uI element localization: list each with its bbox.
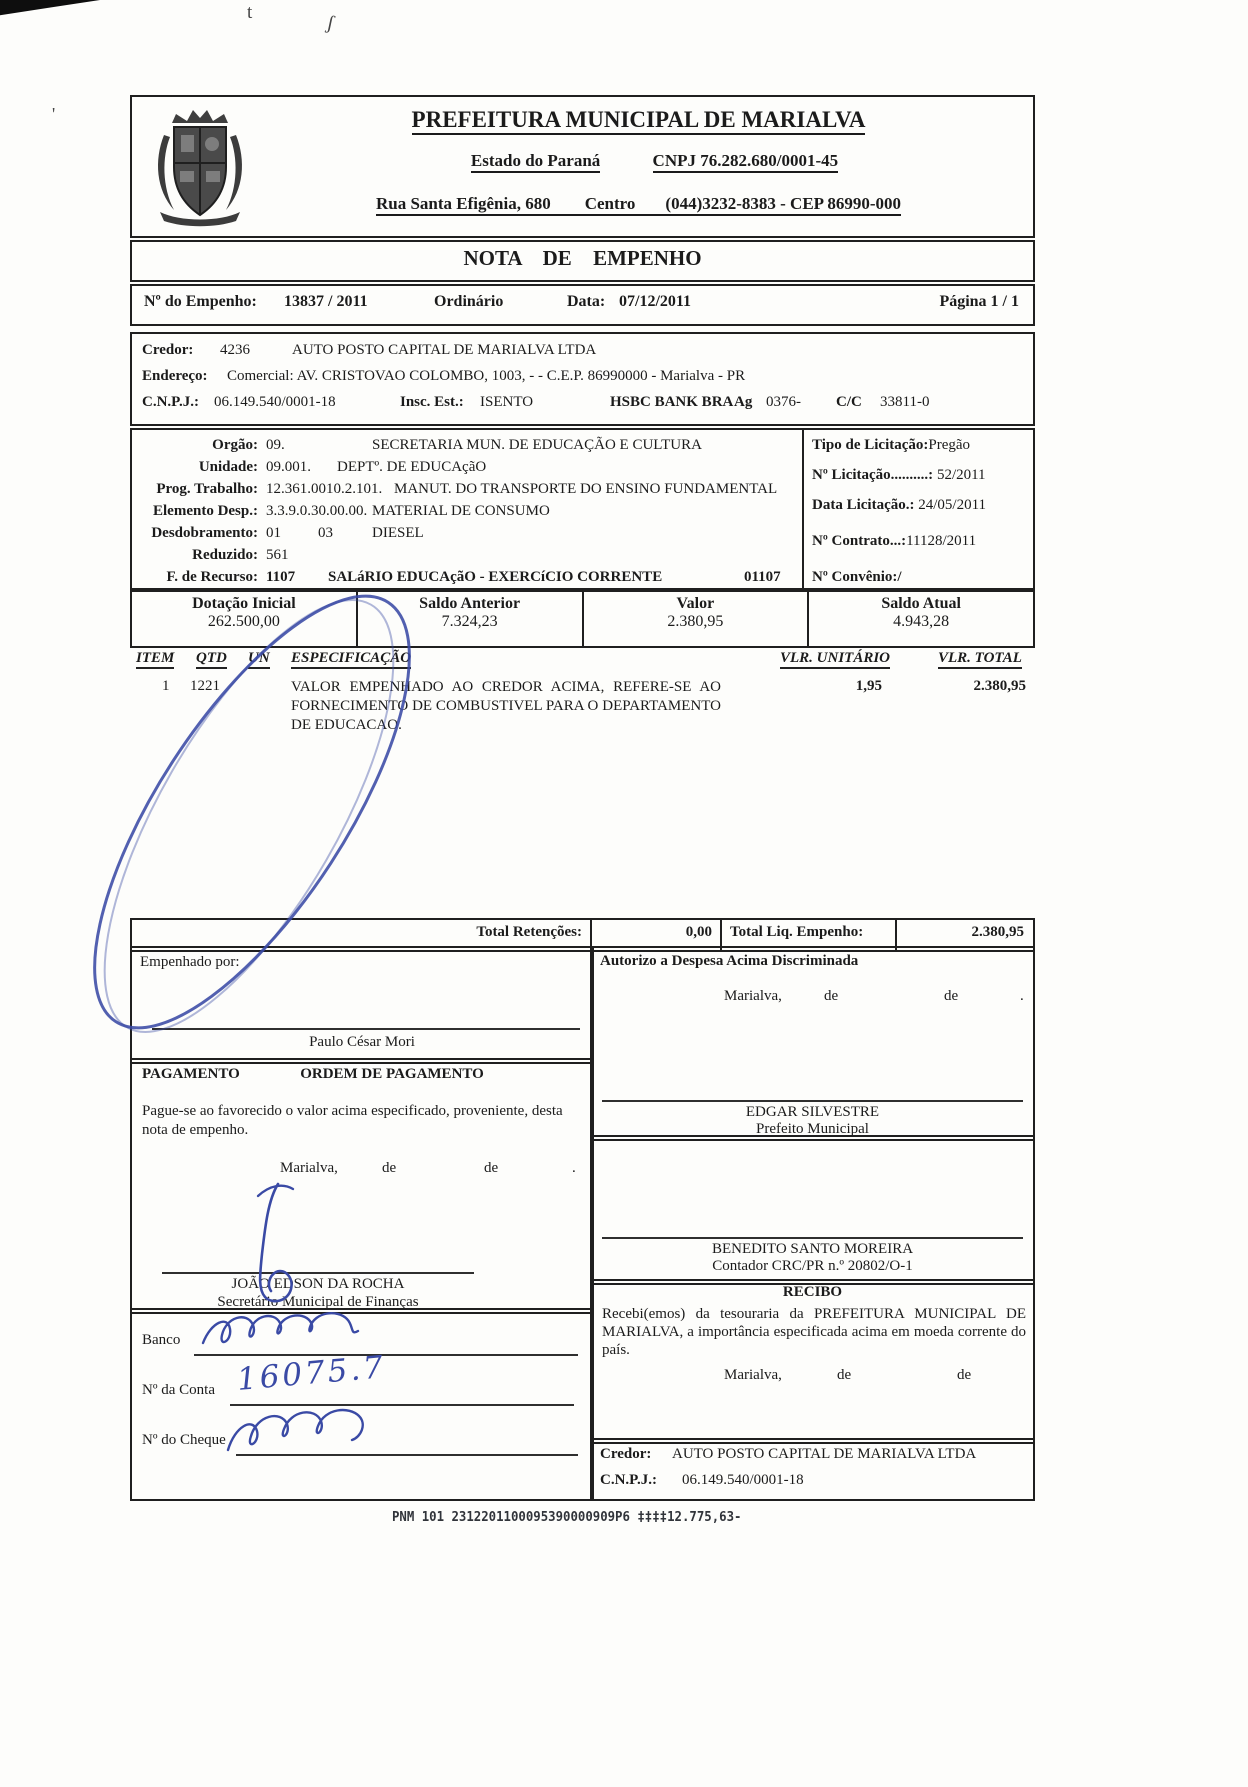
balances-table bbox=[130, 590, 1035, 648]
elemento-label: Elemento Desp.: bbox=[153, 503, 258, 519]
city-token: Marialva, bbox=[280, 1160, 338, 1176]
orgao-desc: SECRETARIA MUN. DE EDUCAÇÃO E CULTURA bbox=[372, 437, 702, 453]
agreement-label: Nº Convênio:/ bbox=[812, 569, 902, 585]
bidding-panel bbox=[802, 430, 1033, 588]
balance-cell-dotacao bbox=[132, 592, 358, 646]
scan-edge-artifact bbox=[0, 0, 100, 16]
balance-cell-saldo-atual bbox=[809, 592, 1033, 646]
item-unit-price: 1,95 bbox=[855, 678, 882, 694]
contract-label: Nº Contrato...: bbox=[812, 533, 907, 549]
municipal-crest-logo bbox=[150, 105, 250, 227]
empenho-header-row bbox=[130, 284, 1035, 326]
period-token: . bbox=[1020, 988, 1024, 1004]
items-header-total: VLR. TOTAL bbox=[938, 650, 1022, 669]
balance-label: Valor bbox=[676, 595, 715, 612]
state-reg-value: ISENTO bbox=[480, 394, 534, 410]
creditor-recap-label: Credor: bbox=[600, 1446, 652, 1462]
receipt-title: RECIBO bbox=[782, 1284, 843, 1300]
org-state: Estado do Paraná bbox=[471, 151, 600, 173]
contract-line bbox=[812, 533, 976, 550]
creditor-label: Credor: bbox=[142, 342, 194, 358]
creditor-code: 4236 bbox=[220, 342, 250, 358]
balance-label: Dotação Inicial bbox=[192, 595, 296, 612]
org-phone-cep: (044)3232-8383 - CEP 86990-000 bbox=[665, 194, 902, 213]
bid-number: 52/2011 bbox=[936, 467, 986, 483]
creditor-recap-cnpj: 06.149.540/0001-18 bbox=[682, 1472, 804, 1488]
unidade-desc: DEPTº. DE EDUCAçãO bbox=[337, 459, 487, 475]
bank-field-label: Banco bbox=[142, 1332, 181, 1348]
bank-account: 33811-0 bbox=[880, 394, 930, 410]
creditor-box bbox=[130, 332, 1035, 426]
fonte-recurso-num: 01107 bbox=[744, 569, 781, 585]
state-reg-label: Insc. Est.: bbox=[400, 394, 464, 410]
contract-number: 11128/2011 bbox=[906, 533, 977, 549]
payment-order-text: Pague-se ao favorecido o valor acima especificado, proveniente, desta nota de empenho. bbox=[142, 1103, 563, 1138]
retentions-value: 0,00 bbox=[685, 924, 712, 940]
date-of-token: de bbox=[837, 1367, 852, 1383]
date-of-token: de bbox=[382, 1160, 397, 1176]
authorization-title: Autorizo a Despesa Acima Discriminada bbox=[600, 953, 859, 969]
signature-line bbox=[162, 1272, 474, 1274]
retentions-label: Total Retenções: bbox=[476, 924, 582, 940]
finance-secretary-name: JOÃO EDSON DA ROCHA bbox=[231, 1276, 405, 1292]
stray-pen-mark: ʃ bbox=[324, 11, 336, 35]
balance-cell-saldo-anterior bbox=[358, 592, 584, 646]
reduzido-label: Reduzido: bbox=[192, 547, 258, 563]
items-header-espec: ESPECIFICAÇÃO bbox=[291, 650, 411, 669]
date-of-token: de bbox=[944, 988, 959, 1004]
payment-order-title: ORDEM DE PAGAMENTO bbox=[300, 1066, 484, 1082]
account-field-line bbox=[230, 1404, 574, 1406]
elemento-desc: MATERIAL DE CONSUMO bbox=[372, 503, 550, 519]
dot-matrix-footer: PNM 101 2312201100095390000909P6 ‡‡‡‡12.775,63- bbox=[392, 1510, 742, 1525]
letterhead-line-2 bbox=[282, 151, 1027, 171]
bid-date-line bbox=[812, 497, 986, 514]
cheque-field-line bbox=[236, 1454, 578, 1456]
items-header-unit: VLR. UNITÁRIO bbox=[780, 650, 890, 669]
orgao-code: 09. bbox=[266, 437, 285, 453]
signature-line bbox=[602, 1100, 1023, 1102]
letterhead-line-3 bbox=[250, 194, 1027, 214]
org-address-line bbox=[376, 194, 901, 216]
bid-date: 24/05/2011 bbox=[918, 497, 987, 513]
receipt-text: Recebi(emos) da tesouraria da PREFEITURA MUNICIPAL DE MARIALVA, a importância especificada acima em moeda corrente do país. bbox=[602, 1306, 1026, 1358]
signature-line bbox=[602, 1237, 1023, 1239]
creditor-cnpj: 06.149.540/0001-18 bbox=[214, 394, 336, 410]
empenho-number-label: Nº do Empenho: bbox=[144, 293, 257, 310]
items-header-qtd: QTD bbox=[196, 650, 227, 669]
budget-classification-box bbox=[130, 428, 1035, 590]
orgao-label: Orgão: bbox=[212, 437, 258, 453]
letterhead-line-1 bbox=[250, 107, 1027, 133]
creditor-address: Comercial: AV. CRISTOVAO COLOMBO, 1003, - - C.E.P. 86990000 - Marialva - PR bbox=[227, 368, 746, 384]
balance-value: 7.324,23 bbox=[441, 613, 498, 630]
committed-by-box bbox=[130, 946, 594, 1064]
balance-label: Saldo Anterior bbox=[419, 595, 521, 612]
org-name: PREFEITURA MUNICIPAL DE MARIALVA bbox=[412, 107, 866, 135]
creditor-recap-name: AUTO POSTO CAPITAL DE MARIALVA LTDA bbox=[672, 1446, 977, 1462]
letterhead bbox=[130, 95, 1035, 238]
elemento-code: 3.3.9.0.30.00.00. bbox=[266, 503, 368, 519]
creditor-cnpj-label: C.N.P.J.: bbox=[142, 394, 199, 410]
fonte-recurso-desc: SALáRIO EDUCAçãO - EXERCíCIO CORRENTE bbox=[328, 569, 663, 585]
account-field-label: Nº da Conta bbox=[142, 1382, 215, 1398]
period-token: . bbox=[572, 1160, 576, 1176]
org-cnpj: CNPJ 76.282.680/0001-45 bbox=[653, 151, 839, 173]
org-district: Centro bbox=[584, 194, 636, 213]
creditor-recap-cnpj-label: C.N.P.J.: bbox=[600, 1472, 657, 1488]
date-of-token: de bbox=[824, 988, 839, 1004]
city-token: Marialva, bbox=[724, 1367, 782, 1383]
bid-type: Pregão bbox=[928, 437, 971, 453]
balance-value: 2.380,95 bbox=[667, 613, 724, 630]
bank-account-label: C/C bbox=[836, 394, 862, 410]
document-title: NOTA DE EMPENHO bbox=[463, 246, 702, 270]
reduzido-code: 561 bbox=[266, 547, 289, 563]
empenho-date: 07/12/2011 bbox=[619, 293, 692, 310]
balance-label: Saldo Atual bbox=[881, 595, 961, 612]
balance-value: 262.500,00 bbox=[207, 613, 280, 630]
accountant-name: BENEDITO SANTO MOREIRA bbox=[711, 1241, 914, 1257]
prog-trabalho-desc: MANUT. DO TRANSPORTE DO ENSINO FUNDAMENTAL bbox=[394, 481, 778, 497]
signature-line bbox=[152, 1028, 580, 1030]
mayor-name: EDGAR SILVESTRE bbox=[745, 1104, 880, 1120]
bid-date-label: Data Licitação.: bbox=[812, 497, 915, 513]
bid-type-line bbox=[812, 437, 970, 454]
bid-type-label: Tipo de Licitação: bbox=[812, 437, 929, 453]
desdobramento-desc: DIESEL bbox=[372, 525, 424, 541]
accountant-box bbox=[590, 1135, 1035, 1285]
city-token: Marialva, bbox=[724, 988, 782, 1004]
fonte-recurso-code: 1107 bbox=[266, 569, 296, 585]
creditor-recap-box bbox=[590, 1438, 1035, 1501]
committed-by-name: Paulo César Mori bbox=[309, 1034, 415, 1050]
items-header-un: UN bbox=[248, 650, 270, 669]
empenho-number: 13837 / 2011 bbox=[284, 293, 368, 310]
item-total-price: 2.380,95 bbox=[973, 678, 1026, 694]
bank-field-line bbox=[194, 1354, 578, 1356]
net-commitment-value: 2.380,95 bbox=[971, 924, 1024, 940]
bid-number-line bbox=[812, 467, 986, 484]
bank-agency: 0376- bbox=[766, 394, 801, 410]
cheque-field-label: Nº do Cheque bbox=[142, 1432, 226, 1448]
accountant-title: Contador CRC/PR n.º 20802/O-1 bbox=[712, 1258, 913, 1274]
org-address: Rua Santa Efigênia, 680 bbox=[375, 194, 551, 213]
bank-name: HSBC BANK BRA bbox=[610, 394, 734, 410]
prog-trabalho-label: Prog. Trabalho: bbox=[156, 481, 258, 497]
date-of-token: de bbox=[484, 1160, 499, 1176]
desdobramento-code2: 03 bbox=[318, 525, 333, 541]
stray-pen-mark: ' bbox=[52, 104, 56, 124]
desdobramento-code1: 01 bbox=[266, 525, 281, 541]
date-of-token: de bbox=[957, 1367, 972, 1383]
creditor-name: AUTO POSTO CAPITAL DE MARIALVA LTDA bbox=[292, 342, 597, 358]
items-header-item: ITEM bbox=[136, 650, 174, 669]
empenho-kind: Ordinário bbox=[434, 293, 504, 310]
committed-by-label: Empenhado por: bbox=[140, 954, 240, 970]
item-description: VALOR EMPENHADO AO CREDOR ACIMA, REFERE-SE AO FORNECIMENTO DE COMBUSTIVEL PARA O DEPARTAMENTO DE EDUCACAO. bbox=[291, 679, 721, 733]
empenho-date-label: Data: bbox=[567, 293, 606, 310]
item-qty: 1221 bbox=[190, 678, 220, 694]
item-number: 1 bbox=[162, 678, 170, 694]
unidade-label: Unidade: bbox=[198, 459, 258, 475]
page-indicator: Página 1 / 1 bbox=[939, 293, 1019, 310]
payment-order-box bbox=[130, 1058, 594, 1314]
balance-value: 4.943,28 bbox=[893, 613, 950, 630]
creditor-address-label: Endereço: bbox=[142, 368, 208, 384]
document-title-bar bbox=[130, 240, 1035, 282]
bank-fields-box bbox=[130, 1308, 594, 1501]
net-commitment-label: Total Liq. Empenho: bbox=[730, 924, 864, 940]
bid-number-label: Nº Licitação..........: bbox=[812, 467, 934, 483]
stray-pen-mark: t bbox=[247, 2, 253, 23]
prog-trabalho-code: 12.361.0010.2.101. bbox=[266, 481, 383, 497]
desdobramento-label: Desdobramento: bbox=[151, 525, 258, 541]
receipt-box bbox=[590, 1279, 1035, 1444]
handwriting-account-number: 16075.7 bbox=[235, 1349, 388, 1398]
fonte-recurso-label: F. de Recurso: bbox=[166, 569, 258, 585]
unidade-code: 09.001. bbox=[266, 459, 311, 475]
finance-secretary-title: Secretário Municipal de Finanças bbox=[217, 1294, 419, 1310]
authorization-box bbox=[590, 946, 1035, 1141]
mayor-title: Prefeito Municipal bbox=[756, 1121, 869, 1137]
balance-cell-valor bbox=[584, 592, 810, 646]
bank-agency-label: Ag bbox=[734, 394, 753, 410]
payment-label: PAGAMENTO bbox=[142, 1066, 240, 1082]
